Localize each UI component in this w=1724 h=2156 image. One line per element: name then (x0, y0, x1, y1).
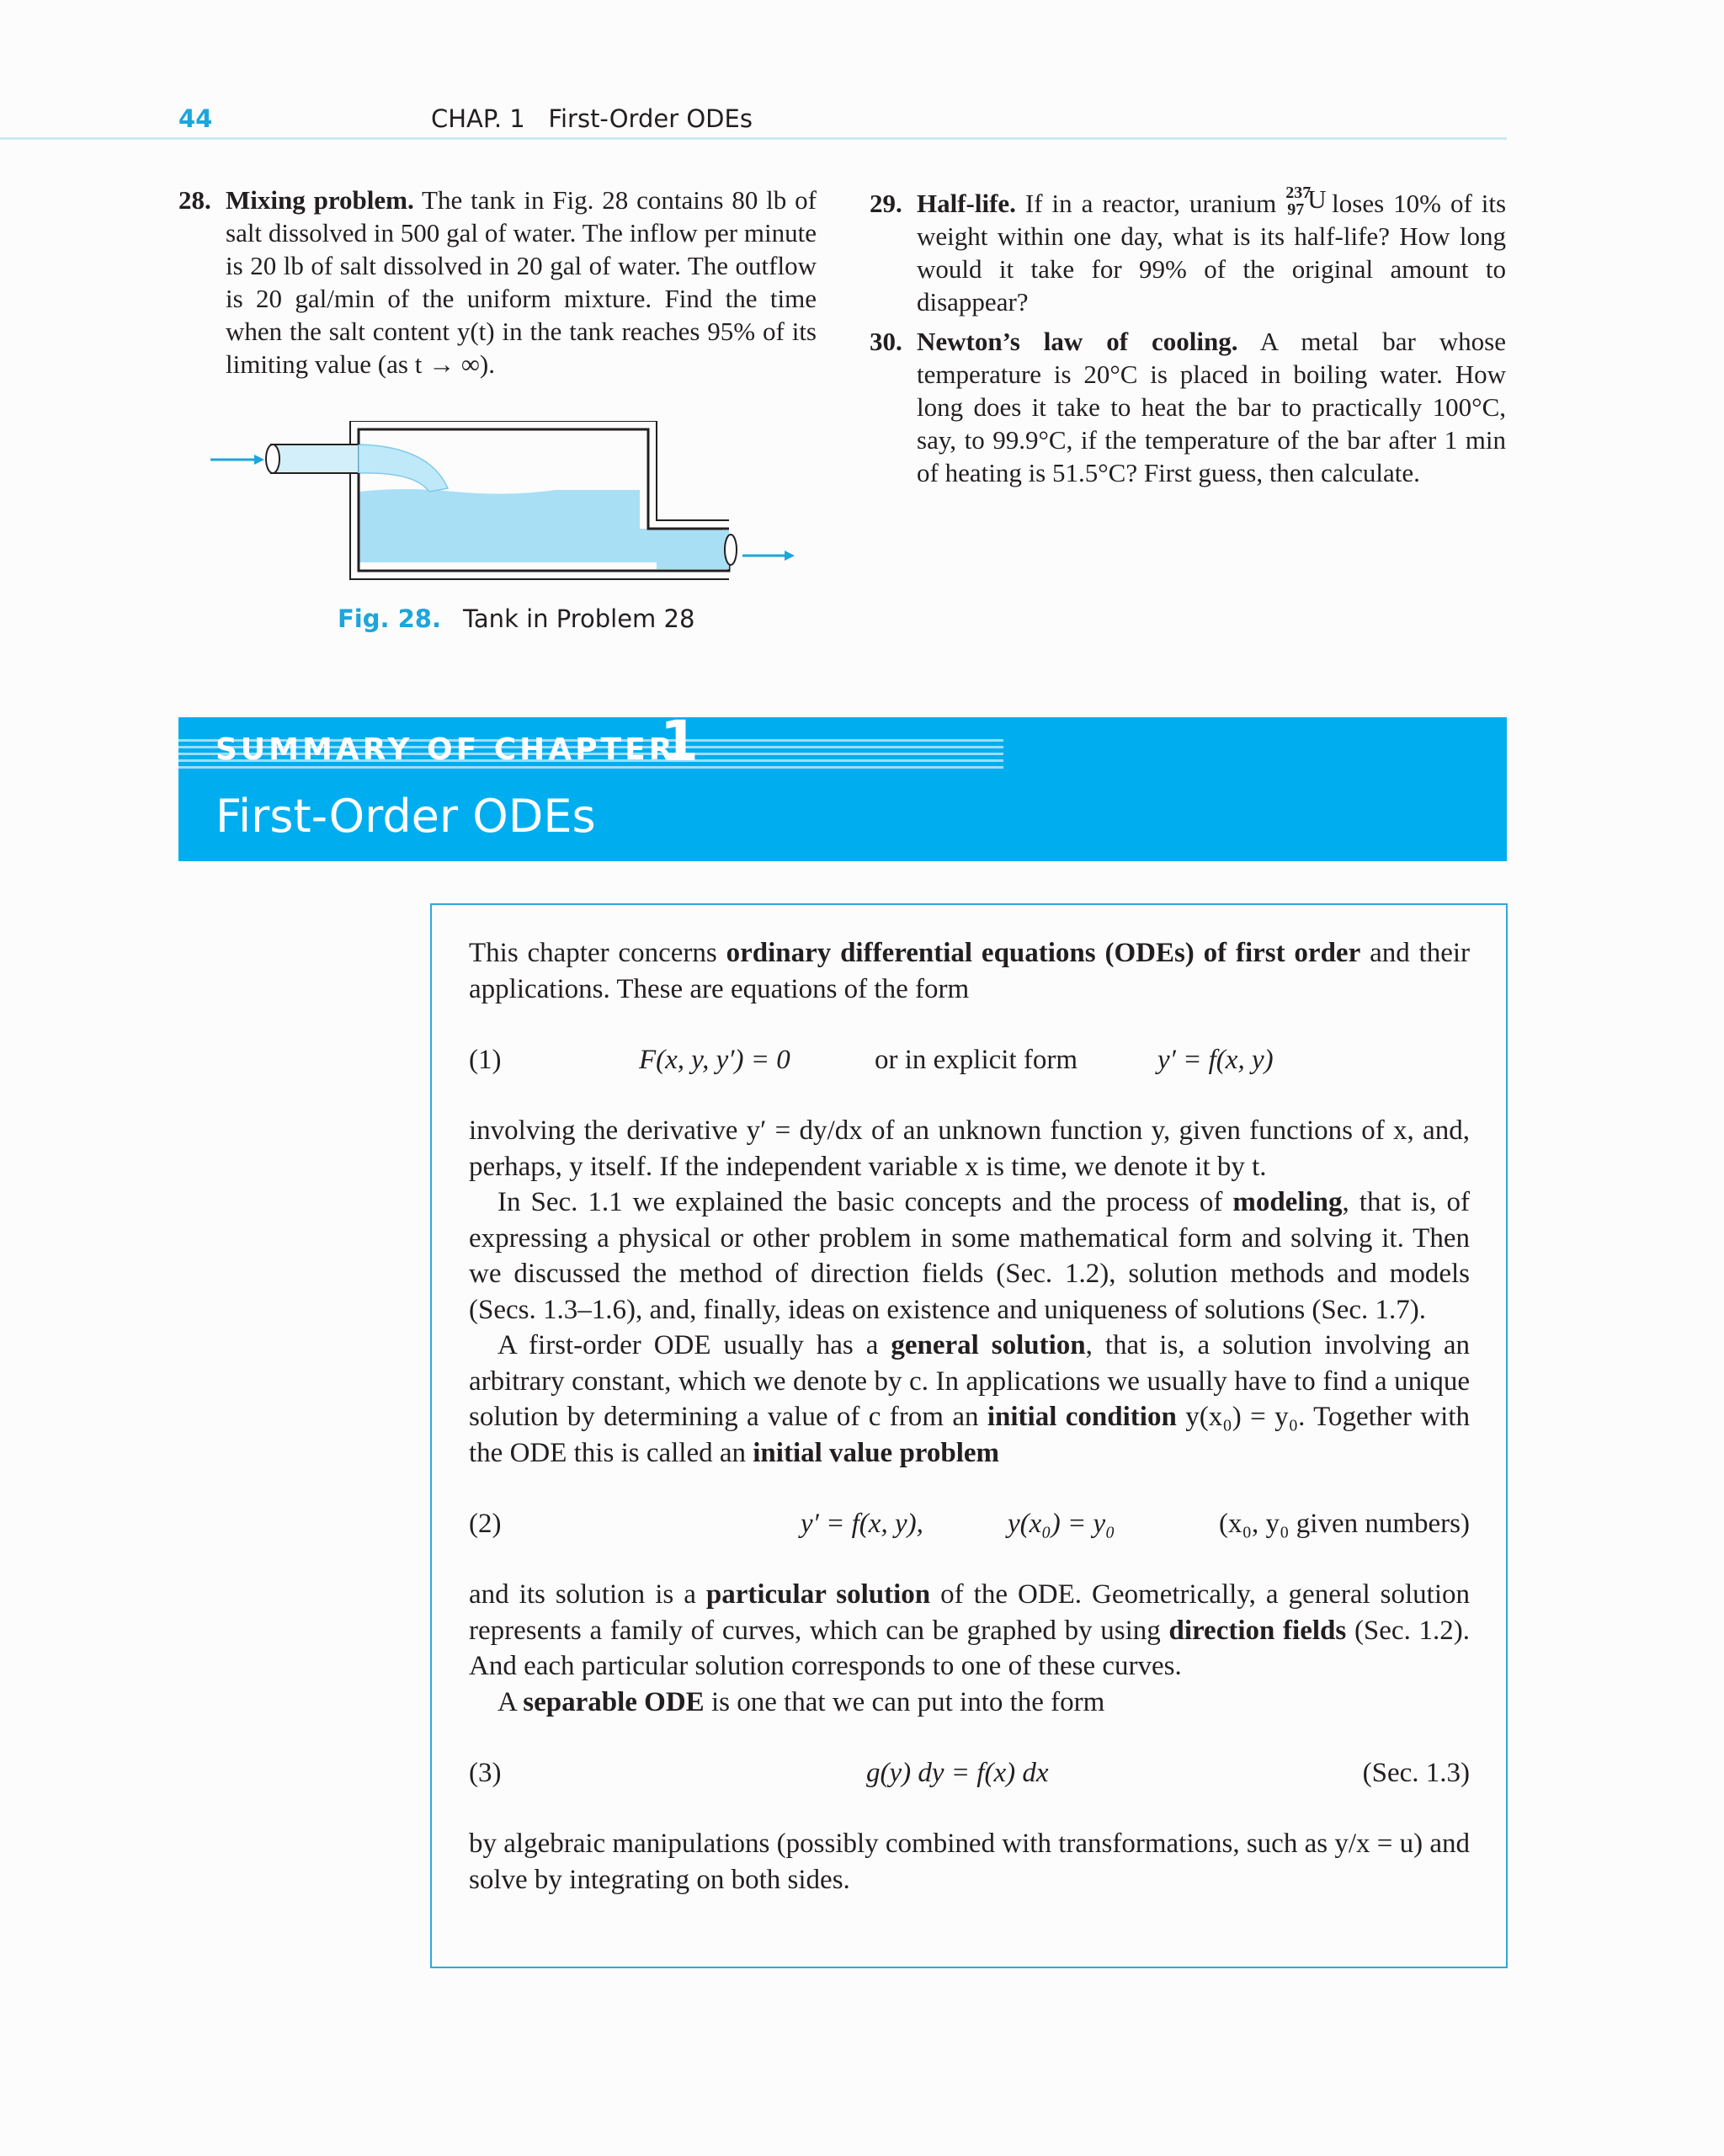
inlet-pipe (271, 445, 359, 473)
bold-term: separable ODE (523, 1686, 705, 1717)
equation-connector: or in explicit form (875, 1045, 1078, 1075)
isotope-symbol: U (1307, 184, 1327, 214)
problem-text: A metal bar whose temperature is 20°C is placed in boiling water. How long does it take to heat the bar to practically 100°C, say, to 99.9°C, if the temperature of the bar after 1 min of heating is 51.5°C? First guess, then calculate. (917, 327, 1507, 487)
problem-title: Mixing problem. (226, 185, 414, 215)
equation-lhs: F(x, y, y′) = 0 (639, 1045, 790, 1075)
problem-text-continued: loses 10% of its weight within one day, what is its half-life? How long would it take for 99% of the original amount to disappear? (917, 189, 1507, 317)
problem-number: 30. (870, 327, 902, 356)
equation-number: (1) (469, 1045, 502, 1075)
page-number: 44 (178, 104, 213, 133)
summary-paragraph (469, 1184, 1470, 1328)
equation-note: (x₀, y₀ given numbers) (1219, 1509, 1470, 1539)
figure-caption (338, 604, 694, 633)
isotope-mass: 237 (1285, 184, 1312, 202)
equation-expression: y′ = f(x, y), (801, 1509, 923, 1539)
problem-29 (870, 184, 1507, 318)
problem-number: 28. (178, 185, 211, 215)
summary-paragraph: by algebraic manipulations (possibly combined with transformations, such as y/x = u) and solve by integrating on both sides. (469, 1829, 1470, 1895)
text: This chapter concerns (469, 938, 717, 968)
text: and their applications. These are equations of the form (469, 938, 1471, 1004)
bold-term: ordinary differential equations (ODEs) of first order (726, 938, 1361, 968)
text: of the ODE. Geometrically, a general solution represents a family of curves, which can be graphed by using (469, 1579, 1471, 1646)
text: In Sec. 1.1 we explained the basic concepts and the process of (498, 1187, 1223, 1217)
bold-term: initial condition (987, 1402, 1177, 1432)
equation-number: (2) (469, 1509, 502, 1539)
summary-paragraph (469, 935, 1470, 1007)
summary-banner (178, 717, 1507, 861)
problem-title: Newton’s law of cooling. (917, 327, 1238, 356)
isotope-notation (1285, 184, 1327, 219)
summary-paragraph (469, 1685, 1470, 1721)
outflow-arrow (742, 551, 795, 561)
problem-30 (870, 325, 1506, 489)
equation-expression: g(y) dy = f(x) dx (866, 1758, 1049, 1788)
text: y(x₀) = y₀. Together with the ODE this is called an (469, 1402, 1470, 1468)
running-head (178, 103, 1507, 140)
summary-paragraph: involving the derivative y′ = dy/dx of an unknown function y, given functions of x, and, perhaps, y itself. If the independent variable x is time, we denote it by t. (469, 1115, 1470, 1182)
equation-reference: (Sec. 1.3) (1362, 1758, 1470, 1788)
isotope-atomic-number: 97 (1287, 200, 1305, 219)
summary-paragraph (469, 1577, 1470, 1685)
problem-28 (178, 184, 817, 381)
bold-term: modeling (1232, 1187, 1343, 1217)
equation-condition: y(x₀) = y₀ (1008, 1509, 1115, 1539)
summary-title: First-Order ODEs (216, 790, 596, 843)
chapter-numeral: 1 (660, 717, 699, 774)
bold-term: general solution (891, 1330, 1086, 1360)
equation-3 (469, 1755, 1470, 1791)
bold-term: direction fields (1168, 1615, 1347, 1646)
text: is one that we can put into the form (710, 1686, 1105, 1717)
bold-term: particular solution (705, 1579, 931, 1610)
problem-text: If in a reactor, uranium (1024, 189, 1277, 218)
text: , that is, of expressing a physical or other problem in some mathematical form and solving it. Then we discussed the method of direction fields (Sec. 1.2), solution methods and models (Secs. 1.3–1.6), and, finally, ideas on existence and uniqueness of solutions (Sec. 1.7). (469, 1187, 1471, 1325)
summary-label: SUMMARY OF CHAPTER (216, 732, 676, 767)
chapter-heading: CHAP. 1 First-Order ODEs (431, 104, 753, 133)
text: and its solution is a (469, 1579, 696, 1610)
summary-paragraph (469, 1328, 1470, 1471)
text: A first-order ODE usually has a (498, 1330, 879, 1360)
equation-rhs: y′ = f(x, y) (1157, 1045, 1274, 1075)
text: , that is, a solution involving an arbitrary constant, which we denote by c. In applications we usually have to find a unique solution by determining a value of c from an (469, 1330, 1470, 1432)
text: (Sec. 1.2). And each particular solution corresponds to one of these curves. (469, 1615, 1471, 1681)
problem-title: Half-life. (917, 189, 1016, 218)
inflow-stream (359, 445, 448, 492)
summary-box (430, 903, 1508, 1968)
problem-text: The tank in Fig. 28 contains 80 lb of salt dissolved in 500 gal of water. The inflow per minute is 20 lb of salt dissolved in 20 gal of water. The outflow is 20 gal/min of the uniform mixture. Find the time when the salt content y(t) in the tank reaches 95% of its limiting value (as t → ∞). (226, 185, 817, 379)
summary-content (469, 935, 1470, 1898)
inflow-arrow (210, 455, 264, 465)
text: A (498, 1686, 517, 1717)
equation-2 (469, 1506, 1470, 1541)
bold-term: initial value problem (753, 1437, 1000, 1468)
tank-figure (202, 421, 808, 615)
equation-1 (469, 1042, 1470, 1078)
figure-label: Fig. 28. (338, 604, 441, 633)
problem-number: 29. (870, 189, 902, 218)
equation-number: (3) (469, 1758, 502, 1788)
header-rule (0, 137, 1507, 140)
figure-caption-text: Tank in Problem 28 (463, 604, 695, 633)
outlet-pipe (657, 530, 729, 569)
